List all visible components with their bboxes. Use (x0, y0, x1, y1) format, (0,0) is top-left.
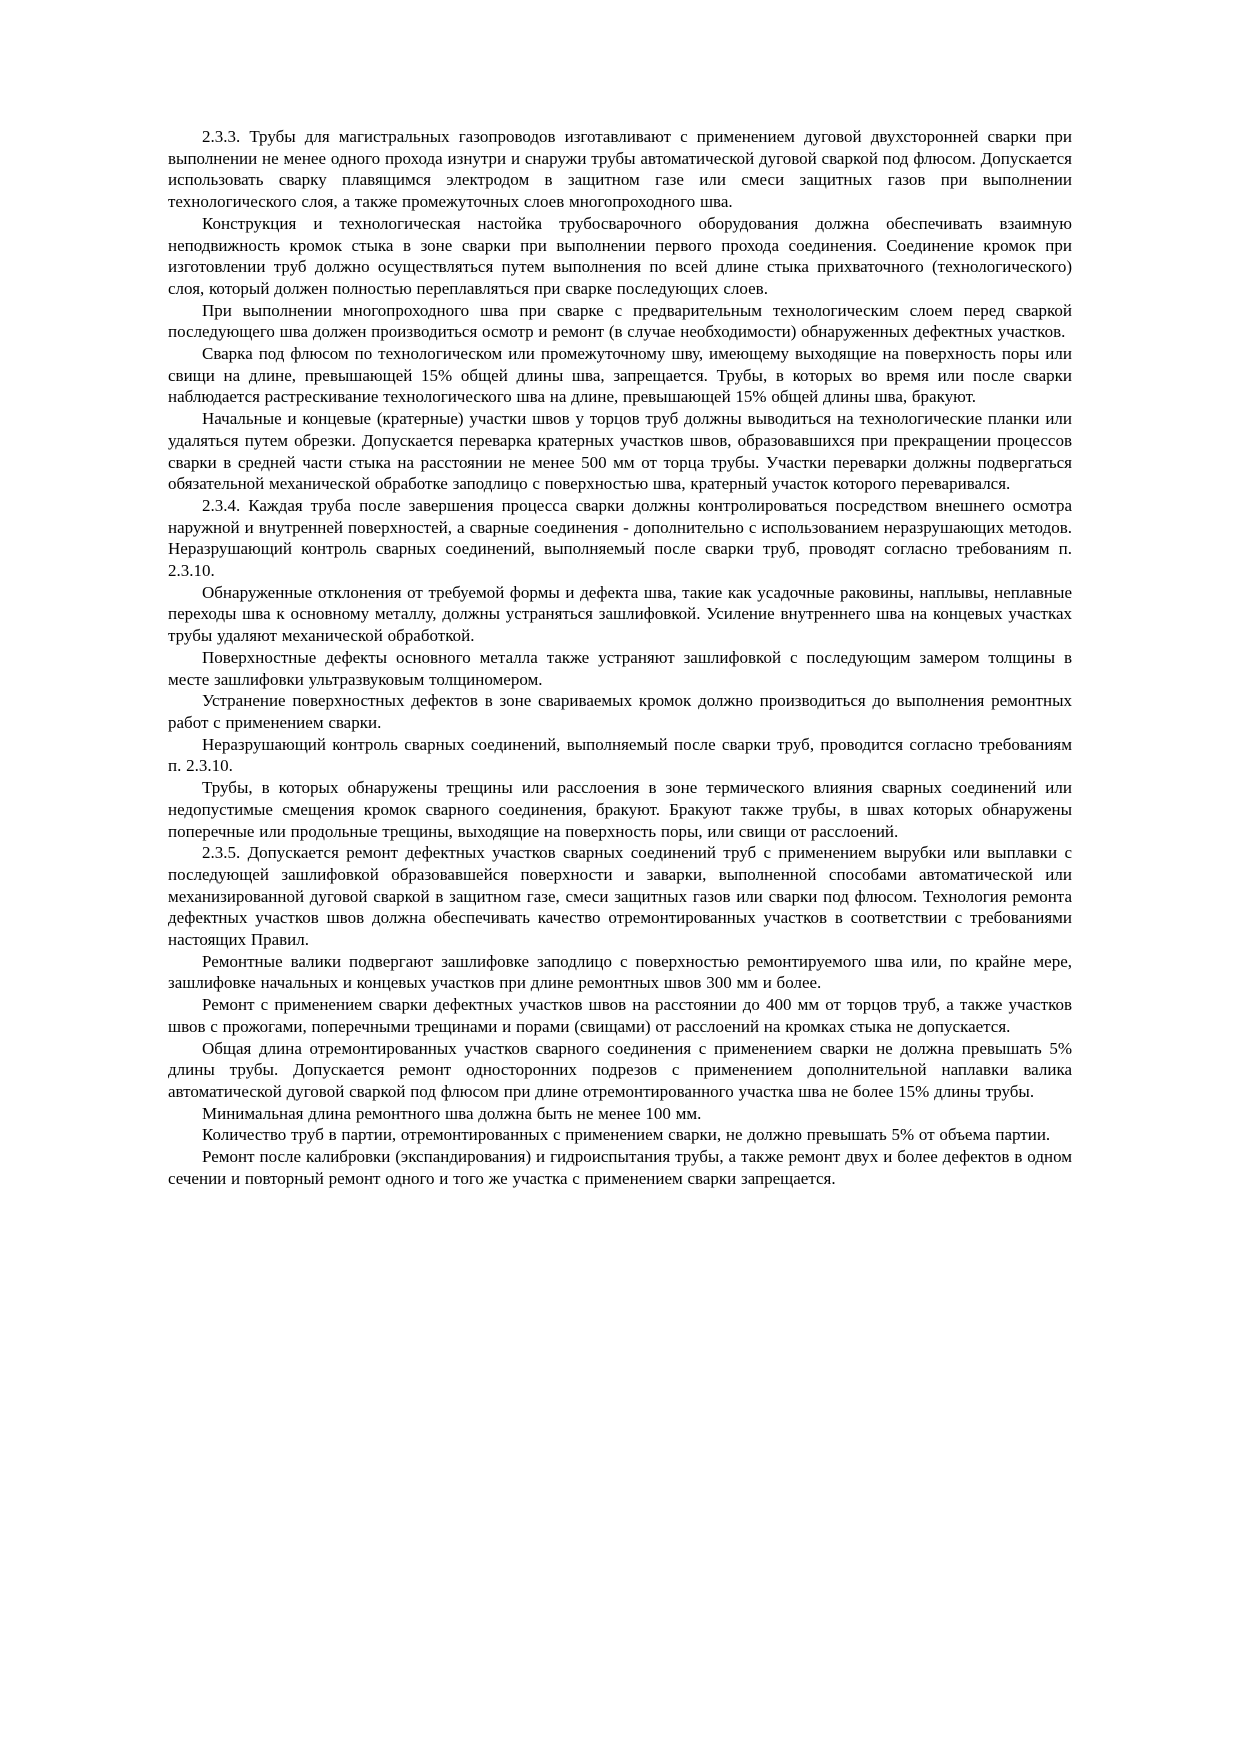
paragraph: При выполнении многопроходного шва при сварке с предварительным технологическим слоем перед сваркой последующего шва должен производиться осмотр и ремонт (в случае необходимости) обнаруженных дефектных участков. (168, 300, 1072, 342)
paragraph: 2.3.3. Трубы для магистральных газопроводов изготавливают с применением дуговой двухсторонней сварки при выполнении не менее одного прохода изнутри и снаружи трубы автоматической дуговой сваркой под флюсом. Допускается использовать сварку плавящимся электродом в защитном газе или смеси защитных газов при выполнении технологического слоя, а также промежуточных слоев многопроходного шва. (168, 127, 1072, 212)
paragraph: 2.3.5. Допускается ремонт дефектных участков сварных соединений труб с применением вырубки или выплавки с последующей зашлифовкой образовавшейся поверхности и заварки, выполненной способами автоматической или механизированной дуговой сваркой в защитном газе, смеси защитных газов или сварки под флюсом. Технология ремонта дефектных участков швов должна обеспечивать качество отремонтированных участков в соответствии с требованиями настоящих Правил. (168, 843, 1072, 950)
paragraph: Минимальная длина ремонтного шва должна быть не менее 100 мм. (202, 1103, 702, 1123)
paragraph: Устранение поверхностных дефектов в зоне свариваемых кромок должно производиться до выполнения ремонтных работ с применением сварки. (168, 691, 1072, 732)
paragraph: Сварка под флюсом по технологическом или промежуточному шву, имеющему выходящие на поверхность поры или свищи на длине, превышающей 15% общей длины шва, запрещается. Трубы, в которых во время или после сварки наблюдается растрескивание технологического шва на длине, превышающей 15% общей длины шва, бракуют. (168, 344, 1072, 407)
paragraph: Обнаруженные отклонения от требуемой формы и дефекта шва, такие как усадочные раковины, наплывы, неплавные переходы шва к основному металлу, должны устраняться зашлифовкой. Усиление внутреннего шва на концевых участках трубы удаляют механической обработкой. (168, 582, 1072, 646)
paragraph: Начальные и концевые (кратерные) участки швов у торцов труб должны выводиться на технологические планки или удаляться путем обрезки. Допускается переварка кратерных участков швов, образовавшихся при прекращении процессов сварки в средней части стыка на расстоянии не менее 500 мм от торца трубы. Участки переварки должны подвергаться обязательной механической обработке заподлицо с поверхностью шва, кратерный участок которого переваривался. (168, 409, 1072, 494)
paragraph: Ремонт с применением сварки дефектных участков швов на расстоянии до 400 мм от торцов труб, а также участков швов с прожогами, поперечными трещинами и порами (свищами) от расслоений на кромках стыка не допускается. (168, 995, 1072, 1036)
paragraph: Ремонтные валики подвергают зашлифовке заподлицо с поверхностью ремонтируемого шва или, по крайне мере, зашлифовке начальных и концевых участков при длине ремонтных швов 300 мм и более. (168, 951, 1072, 993)
paragraph: Ремонт после калибровки (экспандирования) и гидроиспытания трубы, а также ремонт двух и более дефектов в одном сечении и повторный ремонт одного и того же участка с применением сварки запрещается. (168, 1147, 1072, 1188)
paragraph: Поверхностные дефекты основного металла также устраняют зашлифовкой с последующим замером толщины в месте зашлифовки ультразвуковым толщиномером. (168, 647, 1072, 689)
paragraph: Общая длина отремонтированных участков сварного соединения с применением сварки не должна превышать 5% длины трубы. Допускается ремонт односторонних подрезов с применением дополнительной наплавки валика автоматической дуговой сваркой под флюсом при длине отремонтированного участка шва не более 15% длины трубы. (168, 1038, 1072, 1101)
paragraph: 2.3.4. Каждая труба после завершения процесса сварки должны контролироваться посредством внешнего осмотра наружной и внутренней поверхностей, а сварные соединения - дополнительно с использованием неразрушающих методов. Неразрушающий контроль сварных соединений, выполняемый после сварки труб, проводят согласно требованиям п. 2.3.10. (168, 495, 1072, 581)
paragraphs (168, 126, 1072, 1189)
paragraph: Количество труб в партии, отремонтированных с применением сварки, не должно превышать 5% от объема партии. (202, 1125, 1051, 1145)
paragraph: Неразрушающий контроль сварных соединений, выполняемый после сварки труб, проводится согласно требованиям п. 2.3.10. (168, 734, 1072, 776)
paragraph: Конструкция и технологическая настойка трубосварочного оборудования должна обеспечивать взаимную неподвижность кромок стыка в зоне сварки при выполнении первого прохода соединения. Соединение кромок при изготовлении труб должно осуществляться путем выполнения по всей длине стыка прихваточного (технологического) слоя, который должен полностью переплавляться при сварке последующих слоев. (168, 213, 1072, 298)
paragraph: Трубы, в которых обнаружены трещины или расслоения в зоне термического влияния сварных соединений или недопустимые смещения кромок сварного соединения, бракуют. Бракуют также трубы, в швах которых обнаружены поперечные или продольные трещины, выходящие на поверхность поры, или свищи от расслоений. (168, 778, 1072, 841)
